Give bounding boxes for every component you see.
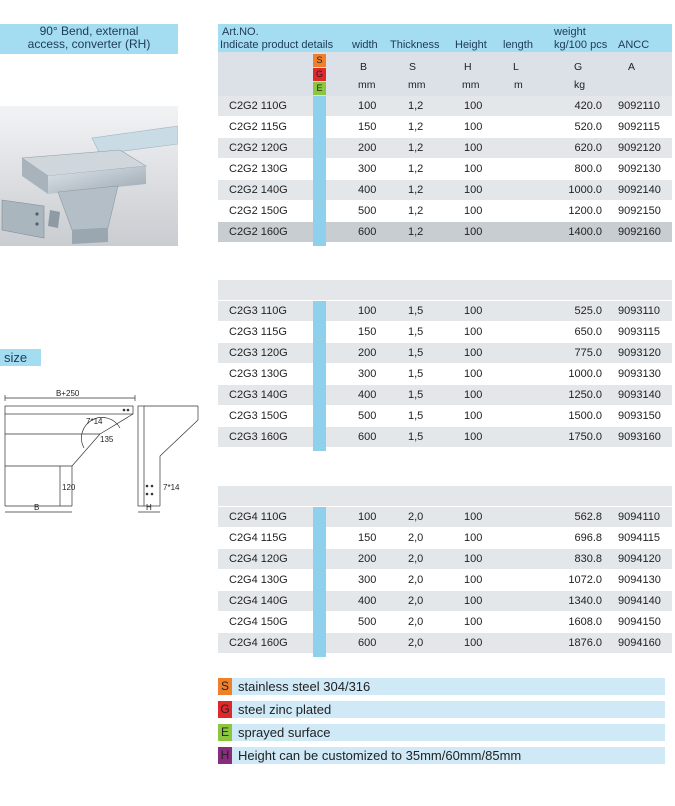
- dim-angle-label: 135: [100, 435, 114, 444]
- art-no-cell: C2G2 110G: [229, 100, 287, 112]
- weight-cell: 1000.0: [568, 368, 602, 380]
- weight-cell: 1072.0: [568, 574, 602, 586]
- table-row: [218, 591, 672, 612]
- art-no-cell: C2G2 130G: [229, 163, 288, 175]
- height-cell: 100: [464, 326, 483, 338]
- thickness-cell: 2,0: [408, 574, 424, 586]
- table-c2g3-header-band: [218, 280, 672, 300]
- height-cell: 100: [464, 431, 483, 443]
- header-length: length: [503, 39, 533, 51]
- table-row: [218, 159, 672, 180]
- height-cell: 100: [464, 574, 483, 586]
- ancc-cell: 9093150: [618, 410, 661, 422]
- art-no-cell: C2G4 110G: [229, 511, 287, 523]
- table-row: [218, 117, 672, 138]
- art-no-cell: C2G4 130G: [229, 574, 288, 586]
- thickness-cell: 1,2: [408, 184, 424, 196]
- marker-e: E: [313, 82, 326, 95]
- height-cell: 100: [464, 368, 483, 380]
- width-cell: 600: [358, 431, 377, 443]
- table-header-sub: [218, 52, 672, 96]
- unit-l: m: [514, 79, 523, 91]
- art-no-cell: C2G2 120G: [229, 142, 288, 154]
- table-row: [218, 96, 672, 117]
- width-cell: 500: [358, 410, 377, 422]
- thickness-cell: 1,5: [408, 347, 424, 359]
- table-row: [218, 549, 672, 570]
- ancc-cell: 9092110: [618, 100, 661, 112]
- weight-cell: 800.0: [574, 163, 602, 175]
- height-cell: 100: [464, 305, 483, 317]
- weight-cell: 620.0: [574, 142, 602, 154]
- height-cell: 100: [464, 226, 483, 238]
- header-width: width: [352, 39, 378, 51]
- width-cell: 400: [358, 389, 377, 401]
- legend-key: G: [218, 701, 232, 718]
- ancc-cell: 9093120: [618, 347, 661, 359]
- thickness-cell: 2,0: [408, 511, 424, 523]
- ancc-cell: 9094120: [618, 553, 661, 565]
- ancc-cell: 9092120: [618, 142, 661, 154]
- sym-b: B: [360, 61, 368, 73]
- header-weight: weight: [554, 26, 586, 38]
- table-c2g3: [218, 301, 672, 451]
- thickness-cell: 1,5: [408, 305, 424, 317]
- thickness-cell: 1,5: [408, 326, 424, 338]
- art-no-cell: C2G4 115G: [229, 532, 287, 544]
- thickness-cell: 1,2: [408, 100, 424, 112]
- weight-cell: 1000.0: [568, 184, 602, 196]
- art-no-cell: C2G3 150G: [229, 410, 288, 422]
- height-cell: 100: [464, 410, 483, 422]
- sym-s: S: [409, 61, 417, 73]
- legend-key: S: [218, 678, 232, 695]
- art-no-cell: C2G2 150G: [229, 205, 288, 217]
- table-row: [218, 406, 672, 427]
- art-no-cell: C2G4 140G: [229, 595, 288, 607]
- weight-cell: 650.0: [574, 326, 602, 338]
- weight-cell: 525.0: [574, 305, 602, 317]
- ancc-cell: 9094110: [618, 511, 661, 523]
- ancc-cell: 9093140: [618, 389, 661, 401]
- width-cell: 200: [358, 347, 377, 359]
- legend-key: H: [218, 747, 232, 764]
- thickness-cell: 2,0: [408, 595, 424, 607]
- ancc-cell: 9094150: [618, 616, 661, 628]
- table-row: [218, 385, 672, 406]
- thickness-cell: 1,2: [408, 121, 424, 133]
- thickness-cell: 1,2: [408, 142, 424, 154]
- dim-h-label: H: [146, 503, 152, 512]
- table-row: [218, 343, 672, 364]
- dim-hole1-label: 7*14: [86, 417, 103, 426]
- ancc-cell: 9094160: [618, 637, 661, 649]
- blue-strip: [313, 507, 326, 657]
- weight-cell: 1200.0: [568, 205, 602, 217]
- thickness-cell: 2,0: [408, 532, 424, 544]
- thickness-cell: 1,5: [408, 389, 424, 401]
- table-c2g4-header-band: [218, 486, 672, 506]
- table-row: [218, 364, 672, 385]
- unit-s: mm: [408, 79, 426, 91]
- art-no-cell: C2G4 150G: [229, 616, 288, 628]
- ancc-cell: 9093130: [618, 368, 661, 380]
- legend-item: [218, 724, 665, 741]
- dim-top-label: B+250: [56, 389, 80, 398]
- height-cell: 100: [464, 100, 483, 112]
- width-cell: 150: [358, 326, 377, 338]
- thickness-cell: 2,0: [408, 616, 424, 628]
- ancc-cell: 9094115: [618, 532, 661, 544]
- width-cell: 100: [358, 100, 377, 112]
- dimension-drawing: [0, 386, 200, 516]
- legend-item: [218, 701, 665, 718]
- ancc-cell: 9093110: [618, 305, 661, 317]
- sym-a: A: [628, 61, 636, 73]
- weight-cell: 775.0: [574, 347, 602, 359]
- header-thickness: Thickness: [390, 39, 440, 51]
- table-c2g2: [218, 96, 672, 246]
- height-cell: 100: [464, 389, 483, 401]
- weight-cell: 1400.0: [568, 226, 602, 238]
- height-cell: 100: [464, 347, 483, 359]
- legend-text: steel zinc plated: [238, 702, 332, 717]
- ancc-cell: 9092160: [618, 226, 661, 238]
- art-no-cell: C2G3 160G: [229, 431, 288, 443]
- table-row: [218, 528, 672, 549]
- ancc-cell: 9092130: [618, 163, 661, 175]
- table-row: [218, 507, 672, 528]
- width-cell: 200: [358, 142, 377, 154]
- thickness-cell: 1,5: [408, 431, 424, 443]
- thickness-cell: 1,2: [408, 226, 424, 238]
- legend-text: stainless steel 304/316: [238, 679, 371, 694]
- table-row: [218, 201, 672, 222]
- width-cell: 200: [358, 553, 377, 565]
- header-weight-unit: kg/100 pcs: [554, 39, 608, 51]
- width-cell: 500: [358, 205, 377, 217]
- table-row: [218, 570, 672, 591]
- thickness-cell: 2,0: [408, 553, 424, 565]
- thickness-cell: 1,5: [408, 410, 424, 422]
- legend-item: [218, 747, 665, 764]
- thickness-cell: 2,0: [408, 637, 424, 649]
- header-height: Height: [455, 39, 487, 51]
- art-no-cell: C2G4 160G: [229, 637, 288, 649]
- sym-h: H: [464, 61, 472, 73]
- weight-cell: 562.8: [574, 511, 602, 523]
- product-title-line1: 90° Bend, external: [39, 24, 139, 38]
- table-row: [218, 180, 672, 201]
- weight-cell: 1608.0: [568, 616, 602, 628]
- art-no-cell: C2G3 140G: [229, 389, 288, 401]
- weight-cell: 1500.0: [568, 410, 602, 422]
- ancc-cell: 9092150: [618, 205, 661, 217]
- width-cell: 500: [358, 616, 377, 628]
- width-cell: 300: [358, 163, 377, 175]
- weight-cell: 420.0: [574, 100, 602, 112]
- width-cell: 150: [358, 532, 377, 544]
- table-c2g4: [218, 507, 672, 657]
- ancc-cell: 9092115: [618, 121, 661, 133]
- ancc-cell: 9092140: [618, 184, 661, 196]
- art-no-cell: C2G3 130G: [229, 368, 288, 380]
- height-cell: 100: [464, 142, 483, 154]
- weight-cell: 1876.0: [568, 637, 602, 649]
- art-no-cell: C2G3 120G: [229, 347, 288, 359]
- width-cell: 150: [358, 121, 377, 133]
- size-label: size: [0, 349, 41, 366]
- width-cell: 600: [358, 226, 377, 238]
- weight-cell: 830.8: [574, 553, 602, 565]
- width-cell: 100: [358, 511, 377, 523]
- art-no-cell: C2G2 140G: [229, 184, 288, 196]
- blue-strip: [313, 301, 326, 451]
- width-cell: 300: [358, 574, 377, 586]
- ancc-cell: 9094140: [618, 595, 661, 607]
- art-no-cell: C2G4 120G: [229, 553, 288, 565]
- unit-g: kg: [574, 79, 586, 91]
- table-row: [218, 322, 672, 343]
- product-title-line2: access, converter (RH): [27, 37, 151, 51]
- sym-l: L: [513, 61, 519, 73]
- product-title: [0, 24, 178, 54]
- weight-cell: 696.8: [574, 532, 602, 544]
- width-cell: 400: [358, 595, 377, 607]
- height-cell: 100: [464, 616, 483, 628]
- art-no-cell: C2G2 115G: [229, 121, 287, 133]
- table-row: [218, 612, 672, 633]
- unit-h: mm: [462, 79, 480, 91]
- table-row: [218, 138, 672, 159]
- legend-text: Height can be customized to 35mm/60mm/85mm: [238, 748, 522, 763]
- height-cell: 100: [464, 511, 483, 523]
- thickness-cell: 1,2: [408, 163, 424, 175]
- table-row: [218, 222, 672, 243]
- weight-cell: 1750.0: [568, 431, 602, 443]
- width-cell: 600: [358, 637, 377, 649]
- table-row: [218, 633, 672, 654]
- ancc-cell: 9093115: [618, 326, 661, 338]
- weight-cell: 1250.0: [568, 389, 602, 401]
- art-no-cell: C2G2 160G: [229, 226, 288, 238]
- sym-g: G: [574, 61, 583, 73]
- thickness-cell: 1,2: [408, 205, 424, 217]
- height-cell: 100: [464, 121, 483, 133]
- height-cell: 100: [464, 595, 483, 607]
- ancc-cell: 9093160: [618, 431, 661, 443]
- width-cell: 100: [358, 305, 377, 317]
- weight-cell: 1340.0: [568, 595, 602, 607]
- ancc-cell: 9094130: [618, 574, 661, 586]
- table-header-top: [218, 24, 672, 52]
- header-ancc: ANCC: [618, 39, 650, 51]
- width-cell: 300: [358, 368, 377, 380]
- thickness-cell: 1,5: [408, 368, 424, 380]
- dim-b-label: B: [34, 503, 40, 512]
- weight-cell: 520.0: [574, 121, 602, 133]
- height-cell: 100: [464, 637, 483, 649]
- legend-key: E: [218, 724, 232, 741]
- marker-g: G: [313, 68, 326, 81]
- legend-text: sprayed surface: [238, 725, 331, 740]
- height-cell: 100: [464, 553, 483, 565]
- marker-s: S: [313, 54, 326, 67]
- height-cell: 100: [464, 184, 483, 196]
- height-cell: 100: [464, 163, 483, 175]
- header-art-no: Art.NO.: [222, 26, 259, 38]
- blue-strip: [313, 96, 326, 246]
- header-indicate: Indicate product details: [220, 39, 334, 51]
- dim-hole2-label: 7*14: [163, 483, 180, 492]
- width-cell: 400: [358, 184, 377, 196]
- height-cell: 100: [464, 205, 483, 217]
- height-cell: 100: [464, 532, 483, 544]
- dim-height-label: 120: [62, 483, 76, 492]
- product-photo: [0, 106, 178, 246]
- table-row: [218, 301, 672, 322]
- table-row: [218, 427, 672, 448]
- art-no-cell: C2G3 115G: [229, 326, 287, 338]
- unit-b: mm: [358, 79, 376, 91]
- legend-item: [218, 678, 665, 695]
- art-no-cell: C2G3 110G: [229, 305, 287, 317]
